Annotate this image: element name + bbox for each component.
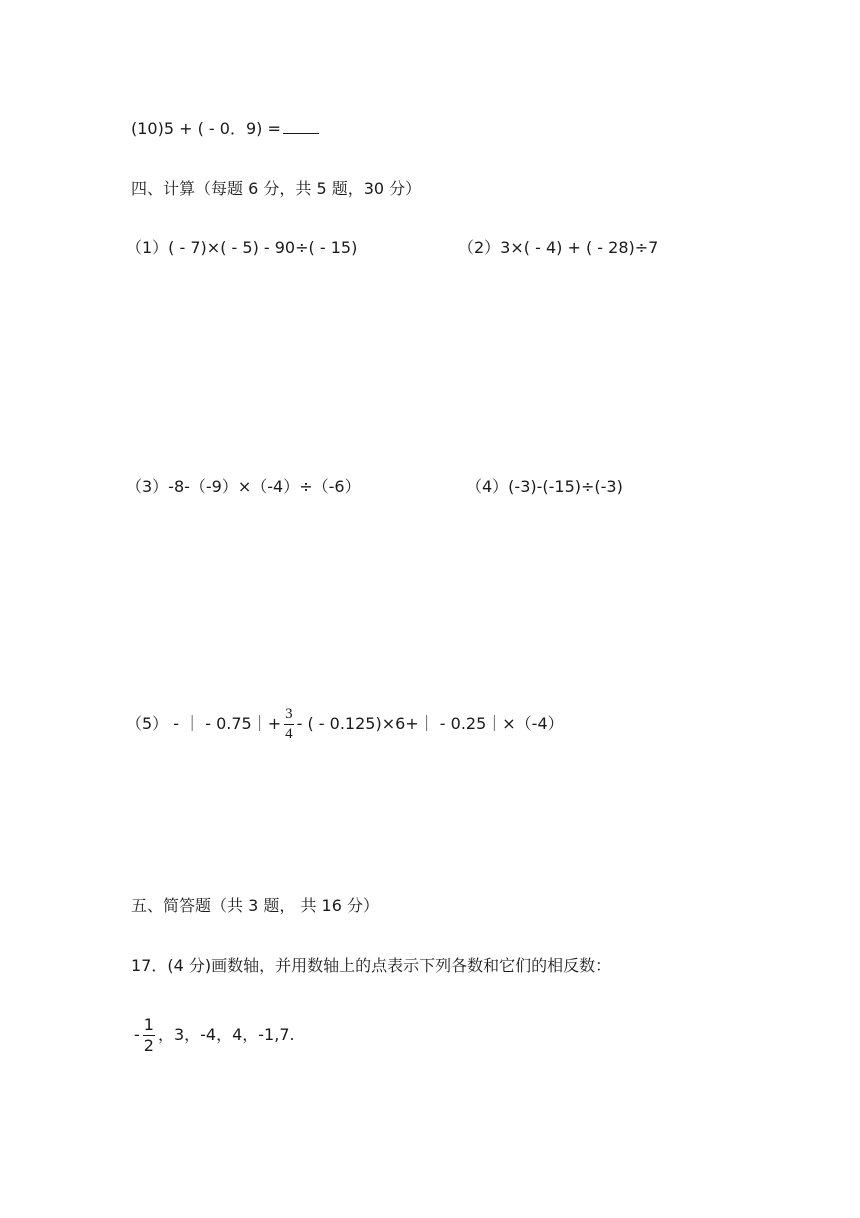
fraction-one-half [143,1017,155,1054]
section-4-heading: 四、计算（每题 6 分，共 5 题，30 分） [131,179,422,198]
problem-1: （1）( - 7)×( - 5) - 90÷( - 15) [126,238,358,257]
problem-5 [126,706,564,742]
q10-text: (10)5 + ( - 0．9) = [131,119,281,138]
problem-2: （2）3×( - 4) + ( - 28)÷7 [458,238,659,257]
fraction-numerator: 3 [284,707,294,725]
question-17: 17．(4 分)画数轴，并用数轴上的点表示下列各数和它们的相反数： [131,956,612,975]
section-5-heading: 五、简答题（共 3 题， 共 16 分） [131,896,379,915]
answer-blank [283,119,319,134]
problem-5-suffix: - ( - 0.125)×6+｜ - 0.25｜×（-4） [296,714,564,733]
fraction-denominator: 2 [143,1036,154,1055]
fraction-three-quarters [284,707,294,742]
problem-3: （3）-8-（-9）×（-4）÷（-6） [126,477,361,496]
problem-4: （4）(-3)-(-15)÷(-3) [466,477,623,496]
negative-sign: - [134,1025,140,1044]
fraction-numerator: 1 [143,1015,154,1034]
question-17-numbers [134,1010,295,1060]
fraction-denominator: 4 [285,726,293,742]
q10-line [131,119,319,139]
problem-5-prefix: （5） - ｜ - 0.75｜+ [126,714,282,733]
number-list: ，3，-4，4，-1,7. [157,1025,295,1044]
